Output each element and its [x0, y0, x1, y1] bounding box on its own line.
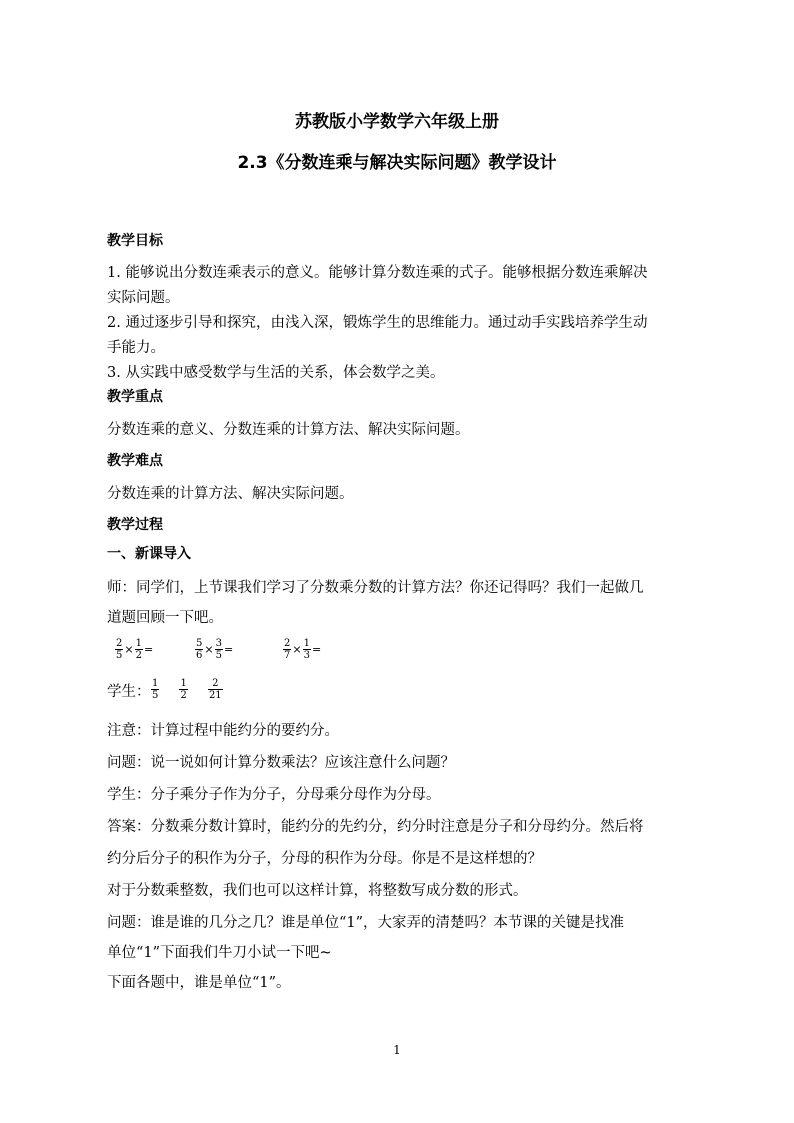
numerator: 1: [180, 678, 187, 689]
denominator: 5: [152, 690, 159, 701]
fraction: [135, 638, 143, 661]
teacher-intro-line-2: 道题回顾一下吧。: [107, 610, 223, 626]
answer-fraction: [208, 678, 223, 701]
times-sign: ×: [292, 643, 302, 656]
question-line-1: 问题：说一说如何计算分数乘法？应该注意什么问题？: [107, 755, 455, 771]
numerator: 5: [196, 638, 203, 649]
exercise-prompt-line: 下面各题中，谁是单位“1”。: [107, 975, 291, 991]
equals-sign: =: [311, 643, 322, 656]
fraction: [195, 638, 203, 661]
denominator: 5: [116, 650, 123, 661]
numerator: 3: [215, 638, 222, 649]
goal-line-1: 1. 能够说出分数连乘表示的意义。能够计算分数连乘的式子。能够根据分数连乘解决: [107, 265, 648, 281]
teacher-intro-line-1: 师：同学们，上节课我们学习了分数乘分数的计算方法？你还记得吗？我们一起做几: [107, 580, 644, 596]
equals-sign: =: [223, 643, 234, 656]
document-title: 苏教版小学数学六年级上册: [295, 112, 499, 132]
goals-heading: 教学目标: [107, 233, 163, 249]
key-points-heading: 教学重点: [107, 389, 163, 405]
integer-fraction-line: 对于分数乘整数，我们也可以这样计算，将整数写成分数的形式。: [107, 883, 528, 899]
key-points-text: 分数连乘的意义、分数连乘的计算方法、解决实际问题。: [107, 422, 470, 438]
numerator: 1: [303, 638, 310, 649]
numerator: 2: [284, 638, 291, 649]
denominator: 3: [303, 650, 310, 661]
denominator: 5: [215, 650, 222, 661]
exercise-2: [194, 638, 233, 661]
note-line: 注意：计算过程中能约分的要约分。: [107, 723, 339, 739]
question-line-2b: 单位“1”下面我们牛刀小试一下吧~: [107, 945, 332, 961]
numerator: 1: [152, 678, 159, 689]
numerator: 2: [116, 638, 123, 649]
goal-line-4: 手能力。: [107, 340, 165, 356]
student-label: 学生：: [107, 684, 151, 700]
fraction: [115, 638, 123, 661]
student-answers: [150, 678, 237, 701]
times-sign: ×: [204, 643, 214, 656]
answer-fraction: [151, 678, 159, 701]
denominator: 6: [196, 650, 203, 661]
goal-line-2: 实际问题。: [107, 290, 180, 306]
student-answer-line: 学生：分子乘分子作为分子，分母乘分母作为分母。: [107, 787, 441, 803]
fraction: [215, 638, 223, 661]
denominator: 2: [135, 650, 142, 661]
exercise-3: [282, 638, 321, 661]
page-number: 1: [393, 1043, 401, 1057]
denominator: 21: [208, 690, 222, 701]
question-line-2a: 问题：谁是谁的几分之几？谁是单位“1”，大家弄的清楚吗？本节课的关键是找准: [107, 915, 625, 931]
fraction: [283, 638, 291, 661]
denominator: 7: [284, 650, 291, 661]
denominator: 2: [180, 690, 187, 701]
difficulties-heading: 教学难点: [107, 453, 163, 469]
section-heading-new-lesson: 一、新课导入: [107, 546, 191, 562]
process-heading: 教学过程: [107, 517, 163, 533]
exercise-1: [114, 638, 153, 661]
numerator: 1: [135, 638, 142, 649]
document-subtitle: 2.3《分数连乘与解决实际问题》教学设计: [237, 153, 557, 173]
equals-sign: =: [143, 643, 154, 656]
times-sign: ×: [124, 643, 134, 656]
numerator: 2: [208, 678, 223, 690]
answer-fraction: [179, 678, 187, 701]
answer-line-1: 答案：分数乘分数计算时，能约分的先约分，约分时注意是分子和分母约分。然后将: [107, 819, 644, 835]
goal-line-3: 2. 通过逐步引导和探究，由浅入深，锻炼学生的思维能力。通过动手实践培养学生动: [107, 315, 648, 331]
goal-line-5: 3. 从实践中感受数学与生活的关系，体会数学之美。: [107, 365, 445, 381]
answer-line-2: 约分后分子的积作为分子，分母的积作为分母。你是不是这样想的？: [107, 851, 542, 867]
fraction: [303, 638, 311, 661]
difficulties-text: 分数连乘的计算方法、解决实际问题。: [107, 486, 354, 502]
